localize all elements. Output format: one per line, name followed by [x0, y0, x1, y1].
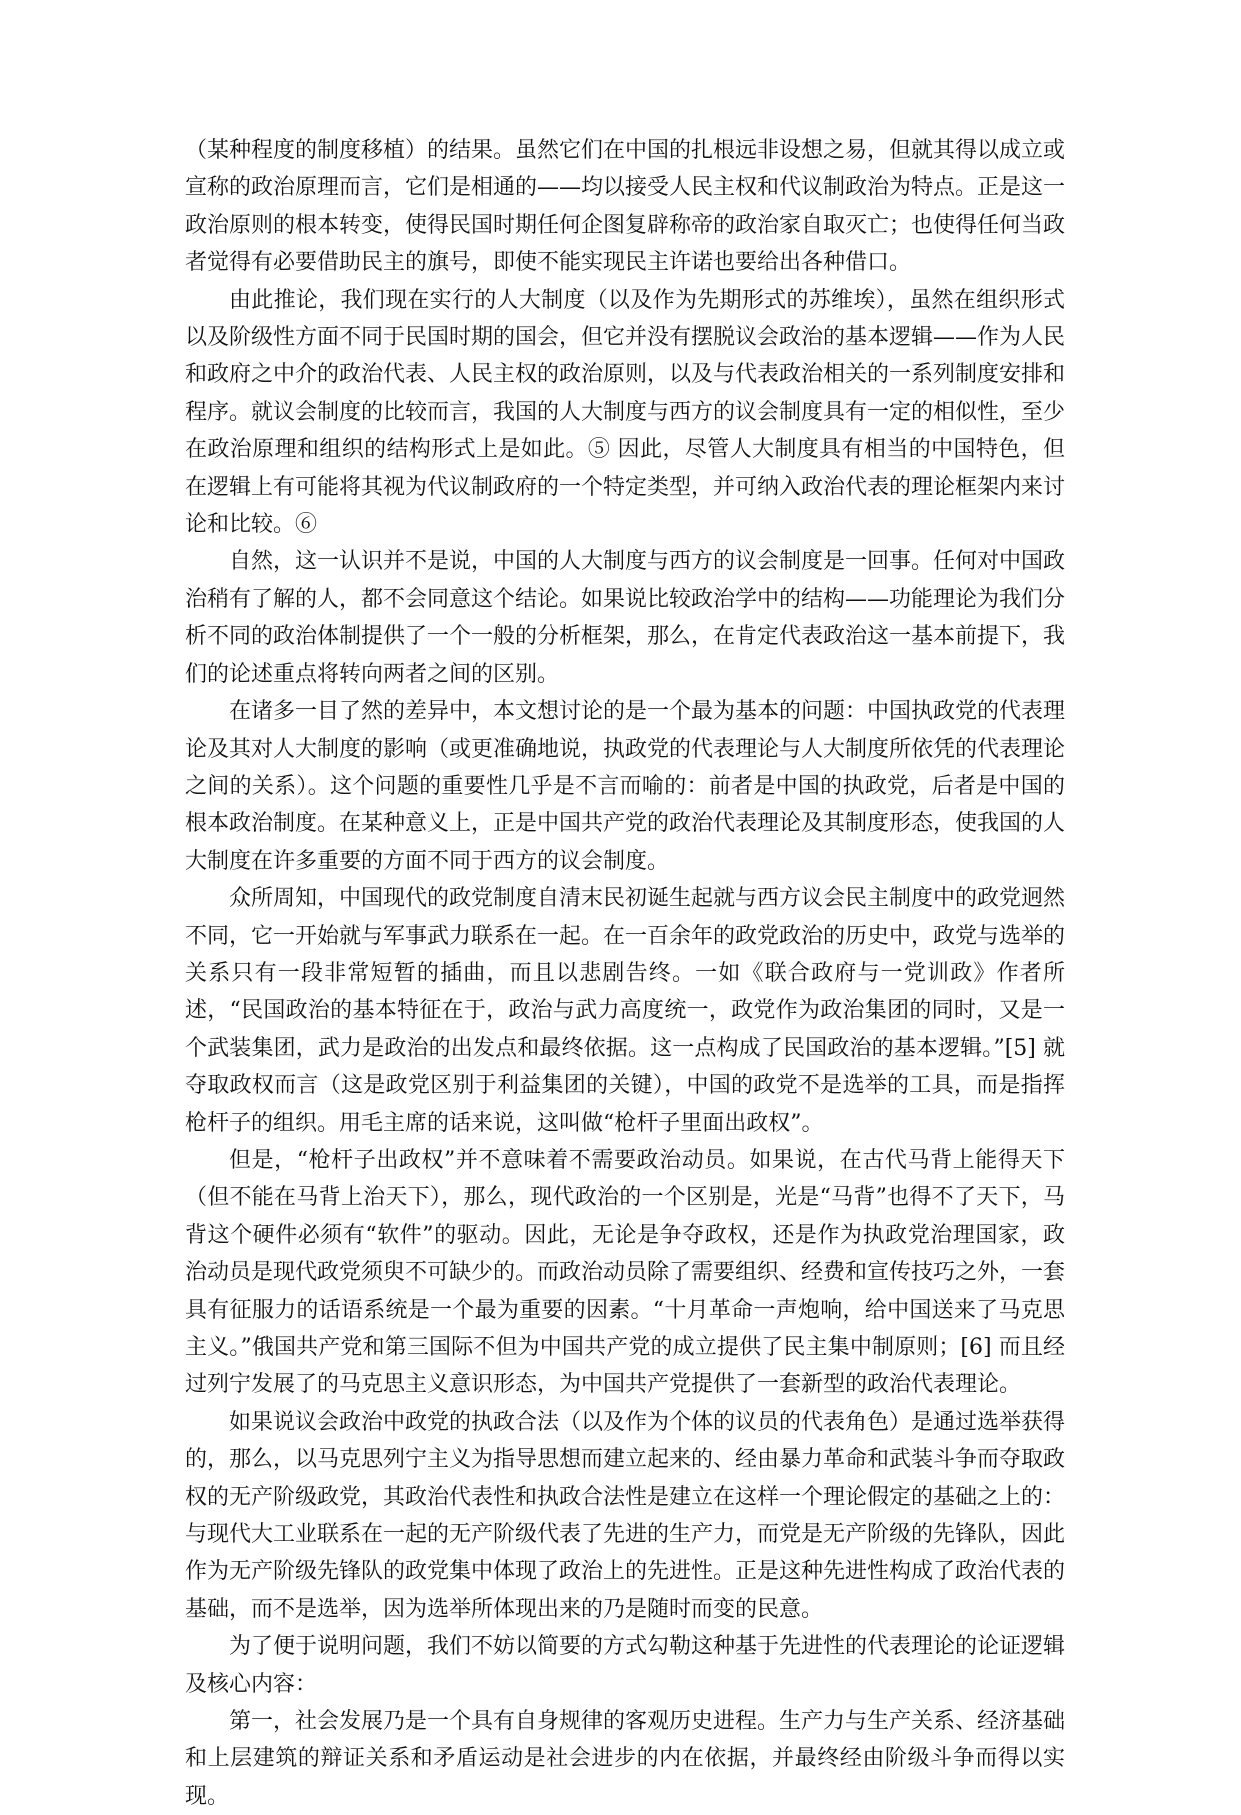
- paragraph-continuation: （某种程度的制度移植）的结果。虽然它们在中国的扎根远非设想之易，但就其得以成立或宣称的政治原理而言，它们是相通的——均以接受人民主权和代议制政治为特点。正是这一政治原则的根本转变，使得民国时期任何企图复辟称帝的政治家自取灭亡；也使得任何当政者觉得有必要借助民主的旗号，即使不能实现民主许诺也要给出各种借口。: [185, 138, 1066, 276]
- document-body: [185, 132, 1065, 1815]
- paragraph: 众所周知，中国现代的政党制度自清末民初诞生起就与西方议会民主制度中的政党迥然不同，它一开始就与军事武力联系在一起。在一百余年的政党政治的历史中，政党与选举的关系只有一段非常短暂的插曲，而且以悲剧告终。一如《联合政府与一党训政》作者所述，“民国政治的基本特征在于，政治与武力高度统一，政党作为政治集团的同时，又是一个武装集团，武力是政治的出发点和最终依据。这一点构成了民国政治的基本逻辑。”[5] 就夺取政权而言（这是政党区别于利益集团的关键），中国的政党不是选举的工具，而是指挥枪杆子的组织。用毛主席的话来说，这叫做“枪杆子里面出政权”。: [185, 886, 1066, 1136]
- paragraph: 如果说议会政治中政党的执政合法（以及作为个体的议员的代表角色）是通过选举获得的，那么，以马克思列宁主义为指导思想而建立起来的、经由暴力革命和武装斗争而夺取政权的无产阶级政党，其政治代表性和执政合法性是建立在这样一个理论假定的基础之上的：与现代大工业联系在一起的无产阶级代表了先进的生产力，而党是无产阶级的先锋队，因此作为无产阶级先锋队的政党集中体现了政治上的先进性。正是这种先进性构成了政治代表的基础，而不是选举，因为选举所体现出来的乃是随时而变的民意。: [185, 1409, 1066, 1622]
- paragraph: 由此推论，我们现在实行的人大制度（以及作为先期形式的苏维埃），虽然在组织形式以及阶级性方面不同于民国时期的国会，但它并没有摆脱议会政治的基本逻辑——作为人民和政府之中介的政治代表、人民主权的政治原则，以及与代表政治相关的一系列制度安排和程序。就议会制度的比较而言，我国的人大制度与西方的议会制度具有一定的相似性，至少在政治原理和组织的结构形式上是如此。⑤ 因此，尽管人大制度具有相当的中国特色，但在逻辑上有可能将其视为代议制政府的一个特定类型，并可纳入政治代表的理论框架内来讨论和比较。⑥: [185, 287, 1066, 538]
- paragraph: 为了便于说明问题，我们不妨以简要的方式勾勒这种基于先进性的代表理论的论证逻辑及核心内容：: [185, 1634, 1066, 1697]
- paragraph: 第一，社会发展乃是一个具有自身规律的客观历史进程。生产力与生产关系、经济基础和上层建筑的辩证关系和矛盾运动是社会进步的内在依据，并最终经由阶级斗争而得以实现。: [185, 1709, 1066, 1809]
- paragraph: 在诸多一目了然的差异中，本文想讨论的是一个最为基本的问题：中国执政党的代表理论及其对人大制度的影响（或更准确地说，执政党的代表理论与人大制度所依凭的代表理论之间的关系）。这个问题的重要性几乎是不言而喻的：前者是中国的执政党，后者是中国的根本政治制度。在某种意义上，正是中国共产党的政治代表理论及其制度形态，使我国的人大制度在许多重要的方面不同于西方的议会制度。: [185, 699, 1066, 874]
- paragraph: 但是，“枪杆子出政权”并不意味着不需要政治动员。如果说，在古代马背上能得天下（但不能在马背上治天下），那么，现代政治的一个区别是，光是“马背”也得不了天下，马背这个硬件必须有“软件”的驱动。因此，无论是争夺政权，还是作为执政党治理国家，政治动员是现代政党须臾不可缺少的。而政治动员除了需要组织、经费和宣传技巧之外，一套具有征服力的话语系统是一个最为重要的因素。“十月革命一声炮响，给中国送来了马克思主义。”俄国共产党和第三国际不但为中国共产党的成立提供了民主集中制原则；[6] 而且经过列宁发展了的马克思主义意识形态，为中国共产党提供了一套新型的政治代表理论。: [185, 1147, 1066, 1398]
- paragraph: 自然，这一认识并不是说，中国的人大制度与西方的议会制度是一回事。任何对中国政治稍有了解的人，都不会同意这个结论。如果说比较政治学中的结构——功能理论为我们分析不同的政治体制提供了一个一般的分析框架，那么，在肯定代表政治这一基本前提下，我们的论述重点将转向两者之间的区别。: [185, 549, 1066, 687]
